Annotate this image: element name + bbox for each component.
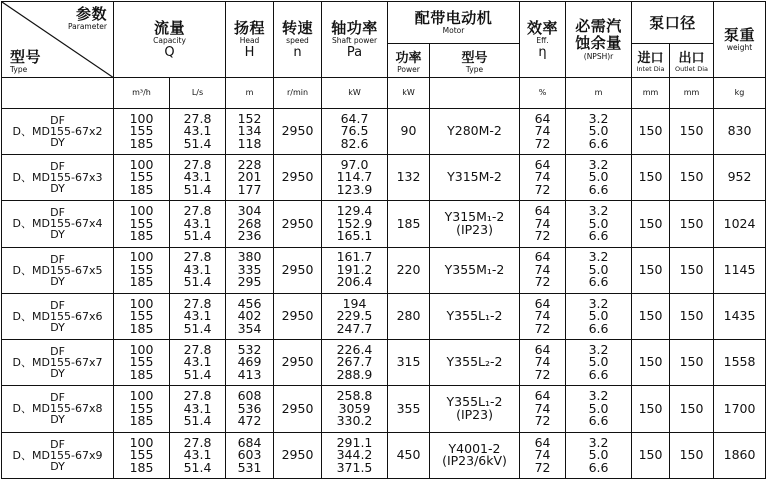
motor-power-cell: 280 <box>388 293 430 339</box>
flow-ls-cell: 27.8 43.1 51.4 <box>170 108 226 154</box>
shaft-power-cell: 226.4 267.7 288.9 <box>322 340 388 386</box>
motor-power-cell: 450 <box>388 432 430 478</box>
outlet-header <box>670 44 714 78</box>
model-cell: DF D、MD155-67x4 DY <box>2 201 114 247</box>
inlet-dia-cell: 150 <box>632 386 670 432</box>
table-row <box>2 201 766 247</box>
shaft-power-cell: 161.7 191.2 206.4 <box>322 247 388 293</box>
speed-cell: 2950 <box>274 247 322 293</box>
flow-ls-cell: 27.8 43.1 51.4 <box>170 432 226 478</box>
unit-npsh: m <box>566 78 632 108</box>
flow-header <box>114 2 226 78</box>
shaft-power-cell: 258.8 3059 330.2 <box>322 386 388 432</box>
unit-flow-ls: L/s <box>170 78 226 108</box>
shaft-power-cell: 194 229.5 247.7 <box>322 293 388 339</box>
npsh-zh: 必需汽蚀余量 <box>575 17 622 53</box>
weight-cell: 1024 <box>714 201 766 247</box>
speed-cell: 2950 <box>274 340 322 386</box>
type-en: Type <box>10 64 28 74</box>
head-header <box>226 2 274 78</box>
weight-cell: 952 <box>714 154 766 200</box>
flow-ls-cell: 27.8 43.1 51.4 <box>170 247 226 293</box>
npsh-cell: 3.2 5.0 6.6 <box>566 386 632 432</box>
flow-m3h-cell: 100 155 185 <box>114 432 170 478</box>
speed-cell: 2950 <box>274 432 322 478</box>
efficiency-header <box>520 2 566 78</box>
npsh-en: (NPSH)r <box>583 52 614 62</box>
flow-ls-cell: 27.8 43.1 51.4 <box>170 340 226 386</box>
table-row <box>2 108 766 154</box>
flow-symbol: Q <box>164 45 175 61</box>
inlet-dia-cell: 150 <box>632 432 670 478</box>
npsh-header <box>566 2 632 78</box>
outlet-dia-cell: 150 <box>670 386 714 432</box>
unit-flow-m3h: m³/h <box>114 78 170 108</box>
model-cell: DF D、MD155-67x2 DY <box>2 108 114 154</box>
npsh-cell: 3.2 5.0 6.6 <box>566 293 632 339</box>
unit-outlet: mm <box>670 78 714 108</box>
motor-type-cell: Y315M-2 <box>430 154 520 200</box>
table-row <box>2 293 766 339</box>
unit-inlet: mm <box>632 78 670 108</box>
speed-cell: 2950 <box>274 201 322 247</box>
type-label <box>10 47 42 74</box>
shaft-symbol: Pa <box>346 45 363 61</box>
weight-cell: 830 <box>714 108 766 154</box>
table-row <box>2 340 766 386</box>
head-cell: 684 603 531 <box>226 432 274 478</box>
motor-power-header <box>388 44 430 78</box>
efficiency-cell: 64 74 72 <box>520 201 566 247</box>
outlet-dia-cell: 150 <box>670 154 714 200</box>
flow-m3h-cell: 100 155 185 <box>114 247 170 293</box>
flow-ls-cell: 27.8 43.1 51.4 <box>170 386 226 432</box>
efficiency-cell: 64 74 72 <box>520 293 566 339</box>
shaft-power-cell: 129.4 152.9 165.1 <box>322 201 388 247</box>
efficiency-cell: 64 74 72 <box>520 154 566 200</box>
weight-cell: 1860 <box>714 432 766 478</box>
flow-ls-cell: 27.8 43.1 51.4 <box>170 293 226 339</box>
table-row <box>2 154 766 200</box>
speed-cell: 2950 <box>274 154 322 200</box>
flow-m3h-cell: 100 155 185 <box>114 340 170 386</box>
model-cell: DF D、MD155-67x9 DY <box>2 432 114 478</box>
unit-shaft: kW <box>322 78 388 108</box>
flow-m3h-cell: 100 155 185 <box>114 293 170 339</box>
motor-type-cell: Y355L₂-2 <box>430 340 520 386</box>
pump-spec-table <box>1 1 766 479</box>
shaft-power-cell: 64.7 76.5 82.6 <box>322 108 388 154</box>
inlet-dia-cell: 150 <box>632 201 670 247</box>
inlet-en: Intet Dia <box>636 65 665 74</box>
outlet-dia-cell: 150 <box>670 293 714 339</box>
unit-eff: % <box>520 78 566 108</box>
speed-en: speed <box>286 35 309 45</box>
head-cell: 532 469 413 <box>226 340 274 386</box>
power-en: Power <box>397 64 420 74</box>
power-zh: 功率 <box>395 50 422 66</box>
table-row <box>2 247 766 293</box>
motor-power-cell: 132 <box>388 154 430 200</box>
inlet-header <box>632 44 670 78</box>
motor-power-cell: 315 <box>388 340 430 386</box>
speed-zh: 转速 <box>281 18 313 37</box>
flow-en: Capacity <box>153 35 186 45</box>
type-zh: 型号 <box>10 47 42 66</box>
unit-weight: kg <box>714 78 766 108</box>
npsh-cell: 3.2 5.0 6.6 <box>566 247 632 293</box>
head-zh: 扬程 <box>233 18 265 37</box>
efficiency-cell: 64 74 72 <box>520 108 566 154</box>
head-cell: 304 268 236 <box>226 201 274 247</box>
port-header <box>632 2 714 44</box>
table-row <box>2 386 766 432</box>
head-en: Head <box>239 35 260 45</box>
motor-type-cell: Y355M₁-2 <box>430 247 520 293</box>
npsh-cell: 3.2 5.0 6.6 <box>566 432 632 478</box>
motor-power-cell: 90 <box>388 108 430 154</box>
motor-en: Motor <box>442 26 465 36</box>
motor-zh: 配带电动机 <box>414 9 493 28</box>
motor-type-cell: Y355L₁-2 <box>430 293 520 339</box>
model-cell: DF D、MD155-67x3 DY <box>2 154 114 200</box>
units-motor-type-cell <box>430 78 520 108</box>
inlet-dia-cell: 150 <box>632 154 670 200</box>
motor-power-cell: 355 <box>388 386 430 432</box>
efficiency-cell: 64 74 72 <box>520 386 566 432</box>
unit-speed: r/min <box>274 78 322 108</box>
shaft-power-cell: 97.0 114.7 123.9 <box>322 154 388 200</box>
param-label <box>68 6 107 31</box>
outlet-dia-cell: 150 <box>670 108 714 154</box>
head-cell: 608 536 472 <box>226 386 274 432</box>
motor-power-cell: 185 <box>388 201 430 247</box>
unit-power: kW <box>388 78 430 108</box>
inlet-dia-cell: 150 <box>632 293 670 339</box>
outlet-en: Outlet Dia <box>675 65 709 74</box>
npsh-cell: 3.2 5.0 6.6 <box>566 340 632 386</box>
motor-type-header <box>430 44 520 78</box>
head-cell: 152 134 118 <box>226 108 274 154</box>
outlet-dia-cell: 150 <box>670 201 714 247</box>
flow-m3h-cell: 100 155 185 <box>114 201 170 247</box>
speed-cell: 2950 <box>274 386 322 432</box>
shaft-zh: 轴功率 <box>331 18 378 37</box>
eff-symbol: η <box>538 45 547 61</box>
motor-type-cell: Y355L₁-2 (IP23) <box>430 386 520 432</box>
head-cell: 456 402 354 <box>226 293 274 339</box>
motor-header <box>388 2 520 44</box>
motor-power-cell: 220 <box>388 247 430 293</box>
eff-en: Eff. <box>536 35 549 45</box>
eff-zh: 效率 <box>527 18 559 37</box>
param-zh: 参数 <box>75 5 107 23</box>
weight-cell: 1145 <box>714 247 766 293</box>
weight-cell: 1558 <box>714 340 766 386</box>
table-row <box>2 432 766 478</box>
port-zh: 泵口径 <box>649 13 696 32</box>
weight-cell: 1700 <box>714 386 766 432</box>
param-en: Parameter <box>67 22 107 31</box>
flow-zh: 流量 <box>153 18 185 37</box>
flow-m3h-cell: 100 155 185 <box>114 154 170 200</box>
motor-type-cell: Y280M-2 <box>430 108 520 154</box>
weight-cell: 1435 <box>714 293 766 339</box>
inlet-dia-cell: 150 <box>632 340 670 386</box>
head-symbol: H <box>244 45 255 61</box>
flow-m3h-cell: 100 155 185 <box>114 386 170 432</box>
model-cell: DF D、MD155-67x6 DY <box>2 293 114 339</box>
units-model-cell <box>2 78 114 108</box>
shaft-power-cell: 291.1 344.2 371.5 <box>322 432 388 478</box>
unit-head: m <box>226 78 274 108</box>
speed-symbol: n <box>293 45 302 61</box>
efficiency-cell: 64 74 72 <box>520 340 566 386</box>
header-row-1 <box>2 2 766 44</box>
shaft-en: Shaft power <box>331 35 378 45</box>
mtype-zh: 型号 <box>461 50 488 66</box>
outlet-dia-cell: 150 <box>670 247 714 293</box>
head-cell: 380 335 295 <box>226 247 274 293</box>
model-cell: DF D、MD155-67x7 DY <box>2 340 114 386</box>
weight-header <box>714 2 766 78</box>
efficiency-cell: 64 74 72 <box>520 432 566 478</box>
outlet-dia-cell: 150 <box>670 340 714 386</box>
inlet-dia-cell: 150 <box>632 108 670 154</box>
npsh-cell: 3.2 5.0 6.6 <box>566 108 632 154</box>
mtype-en: Type <box>465 64 484 74</box>
param-type-header-cell <box>2 2 114 78</box>
motor-type-cell: Y4001-2 (IP23/6kV) <box>430 432 520 478</box>
motor-type-cell: Y315M₁-2 (IP23) <box>430 201 520 247</box>
shaft-power-header <box>322 2 388 78</box>
speed-header <box>274 2 322 78</box>
model-cell: DF D、MD155-67x8 DY <box>2 386 114 432</box>
head-cell: 228 201 177 <box>226 154 274 200</box>
efficiency-cell: 64 74 72 <box>520 247 566 293</box>
units-row <box>2 78 766 108</box>
outlet-zh: 出口 <box>678 51 705 67</box>
speed-cell: 2950 <box>274 293 322 339</box>
speed-cell: 2950 <box>274 108 322 154</box>
npsh-cell: 3.2 5.0 6.6 <box>566 201 632 247</box>
npsh-cell: 3.2 5.0 6.6 <box>566 154 632 200</box>
model-cell: DF D、MD155-67x5 DY <box>2 247 114 293</box>
weight-en: weight <box>726 43 753 53</box>
flow-m3h-cell: 100 155 185 <box>114 108 170 154</box>
flow-ls-cell: 27.8 43.1 51.4 <box>170 201 226 247</box>
weight-zh: 泵重 <box>724 26 756 45</box>
inlet-dia-cell: 150 <box>632 247 670 293</box>
flow-ls-cell: 27.8 43.1 51.4 <box>170 154 226 200</box>
outlet-dia-cell: 150 <box>670 432 714 478</box>
inlet-zh: 进口 <box>637 51 664 67</box>
